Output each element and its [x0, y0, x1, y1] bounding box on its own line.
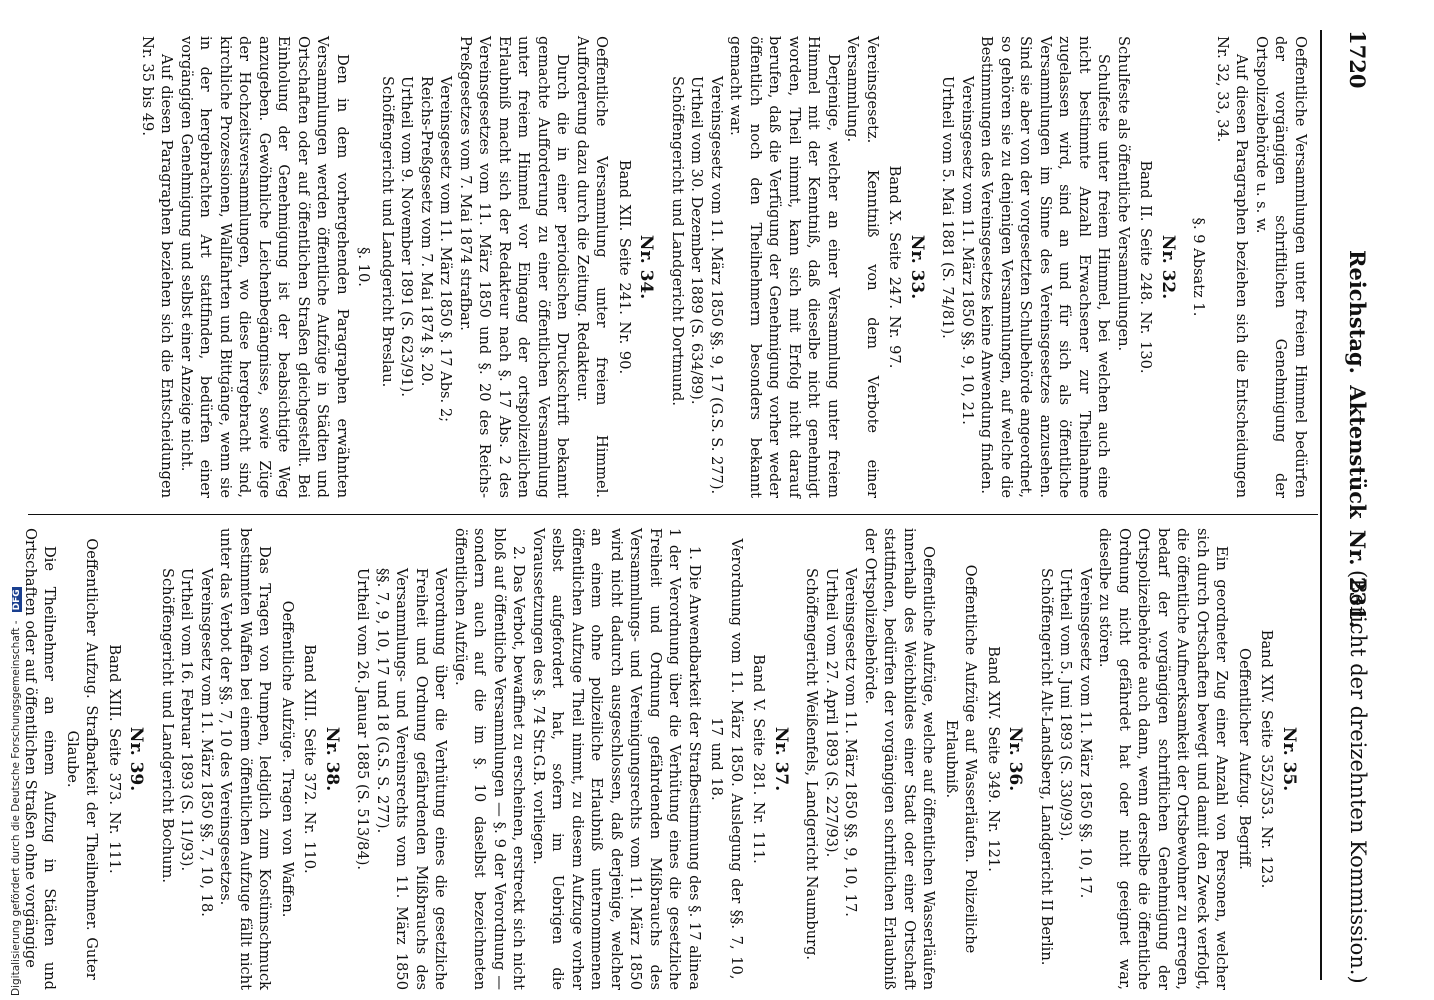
- legal-citation: Urtheil vom 27. April 1893 (S. 227/93).: [823, 568, 840, 858]
- legal-citation: Schöffengericht Weißenfels, Landgericht Naumburg.: [803, 568, 821, 961]
- body-paragraph: Auf diesen Paragraphen beziehen sich die Entscheidungen Nr. 32, 33, 34.: [1214, 36, 1251, 498]
- legal-citation: Urtheil vom 5. Juni 1893 (S. 330/93).: [1057, 568, 1075, 842]
- body-paragraph: Oeffentliche Aufzüge, welche auf öffentlichen Wasserläufen innerhalb des Weichbildes einer Stadt oder einer Ortschaft stattfinden, bedürfen der vorgängigen schriftlichen Erlaubniß der Ortspolizeibehörde.: [862, 528, 938, 990]
- legal-citation: Vereinsgesetz vom 11. März 1850 §§. 7, 10, 18.: [198, 568, 215, 917]
- body-paragraph: Das Tragen von Pumpen, lediglich zum Kostümschmuck bestimmten Waffen bei einem öffentlichen Aufzuge fällt nicht unter das Verbot der §§. 7, 10 des Vereinsgesetzes.: [217, 528, 274, 990]
- body-paragraph: Auf diesen Paragraphen beziehen sich die Entscheidungen Nr. 35 bis 49.: [139, 36, 176, 498]
- decision-subtitle: Oeffentliche Aufzüge. Tragen von Waffen.: [279, 600, 296, 918]
- body-paragraph: Derjenige, welcher an einer Versammlung unter freiem Himmel mit der Kenntniß, daß dieselbe nicht genehmigt worden, Theil nimmt, kann sich mit Erfolg nicht darauf berufen, daß die Verfügung der Genehmigung vorher weder öffentlich noch den Theilnehmern besonders bekannt gemacht war.: [727, 36, 842, 498]
- legal-citation: Vereinsgesetz vom 11. März 1850 §§. 10, 17.: [1077, 568, 1094, 899]
- page-header: [1338, 30, 1378, 984]
- decision-subtitle: Band XIII. Seite 373. Nr. 111.: [106, 644, 123, 874]
- dfg-logo-icon: DFG: [12, 589, 22, 611]
- running-subtitle: (Bericht der dreizehnten Kommission.): [1346, 570, 1370, 984]
- running-title: Reichstag. Aktenstück Nr. 231.: [1345, 250, 1370, 628]
- decision-subtitle: Band XIV. Seite 352/353. Nr. 123.: [1258, 629, 1276, 889]
- body-paragraph: Vereinsgesetz. Kenntniß von dem Verbote einer Versammlung.: [844, 36, 881, 498]
- digitization-footer: [4, 296, 20, 996]
- body-paragraph: Schulfeste als öffentliche Versammlungen.: [1115, 36, 1132, 352]
- legal-citation: Schöffengericht Alt-Landsberg, Landgericht II Berlin.: [1038, 568, 1055, 966]
- footer-text: Digitalisierung gefördert durch die Deutsche Forschungsgemeinschaft -: [10, 620, 22, 996]
- decision-number: Nr. 37.: [771, 726, 791, 792]
- body-paragraph: Oeffentliche Versammlung unter freiem Himmel. Aufforderung dazu durch die Zeitung. Redakteur.: [574, 36, 611, 498]
- decision-subtitle: Oeffentlicher Aufzug. Begriff.: [1236, 648, 1253, 870]
- decision-number: Nr. 36.: [1005, 726, 1026, 792]
- decision-subtitle: Oeffentlicher Aufzug. Strafbarkeit der Theilnehmer. Guter Glaube.: [64, 538, 101, 980]
- body-paragraph: Durch die in einer periodischen Druckschrift bekannt gemachte Aufforderung zu einer öffentlichen Versammlung unter freiem Himmel vor Eingang der ortspolizeilichen Erlaubniß macht sich der Redakteur nach §. 17 Abs. 2 des Vereinsgesetzes vom 11. März 1850 und §. 20 des Reichs-Preßgesetzes vom 7. Mai 1874 strafbar.: [457, 36, 572, 498]
- decision-subtitle: Band XII. Seite 241. Nr. 90.: [616, 159, 633, 375]
- decision-number: Nr. 39.: [126, 726, 147, 792]
- body-paragraph: Die Theilnehmer an einem Aufzug in Städten und Ortschaften oder auf öffentlichen Straßen ohne vorgängige: [22, 528, 59, 990]
- decision-subtitle: Band V. Seite 281. Nr. 111.: [750, 654, 768, 864]
- header-rule: [1320, 30, 1322, 980]
- decision-subtitle: Oeffentliche Aufzüge auf Wasserläufen. Polizeiliche Erlaubniß.: [943, 564, 980, 954]
- decision-subtitle: Band X. Seite 247. Nr. 97.: [886, 165, 904, 369]
- body-paragraph: Oeffentliche Versammlungen unter freiem Himmel bedürfen der vorgängigen schriftlichen Genehmigung der Ortspolizeibehörde u. s. w.: [1253, 36, 1309, 498]
- body-paragraph: Ein geordneter Zug einer Anzahl von Personen, welcher sich durch Ortschaften bewegt und damit den Zweck verfolgt, die öffentliche Aufmerksamkeit der Ortsbewohner zu erregen, bedarf der vorgängigen schriftlichen Genehmigung der Ortspolizeibehörde auch dann, wenn derselbe die öffentliche Ordnung nicht gefährdet hat oder nicht geeignet war, dieselbe zu stören.: [1096, 528, 1231, 990]
- legal-citation: Urtheil vom 9. November 1891 (S. 623/91).: [398, 76, 416, 397]
- legal-citation: Vereinsgesetz vom 11. März 1850 §§. 9, 17 (G.S. S. 277).: [708, 76, 725, 495]
- legal-citation: Verordnung über die Verhütung eines die gesetzliche Freiheit und Ordnung gefährdenden Mißbrauchs des Versammlungs- und Vereinsrechts vom 11. März 1850 §§. 7, 9, 10, 17 und 18 (G.S. S. 277).: [374, 568, 450, 990]
- decision-subtitle: Band XIV. Seite 349. Nr. 121.: [985, 646, 1002, 872]
- decision-subtitle: Band XIII. Seite 372. Nr. 110.: [301, 644, 319, 874]
- decision-subtitle: Band II. Seite 248. Nr. 130.: [1137, 160, 1155, 374]
- legal-citation: Vereinsgesetz vom 11. März 1850 §§. 9, 10, 21.: [959, 76, 976, 425]
- section-heading: §. 10.: [355, 247, 373, 287]
- decision-number: Nr. 38.: [322, 726, 342, 792]
- legal-citation: Vereinsgesetz vom 11. März 1850 §. 17 Abs. 2;: [437, 76, 455, 423]
- column-divider: [28, 514, 1318, 515]
- legal-citation: Urtheil vom 16. Februar 1893 (S. 11/93).: [178, 568, 196, 872]
- body-paragraph: Schulfeste unter freiem Himmel, bei welchen auch eine nicht bestimmte Anzahl Erwachsener zur Theilnahme zugelassen wird, sind an und für sich als öffentliche Versammlungen im Sinne des Vereinsgesetzes anzusehen. Sind sie aber von der vorgesetzten Schulbehörde angeordnet, so gehören sie zu denjenigen Versammlungen, auf welche die Bestimmungen des Vereinsgesetzes keine Anwendung finden.: [978, 36, 1113, 498]
- decision-number: Nr. 33.: [907, 234, 927, 300]
- legal-citation: Urtheil vom 5. Mai 1881 (S. 74/81).: [939, 76, 957, 339]
- body-paragraph: Den in dem vorhergehenden Paragraphen erwähnten Versammlungen werden öffentliche Aufzüge in Städten und Ortschaften oder auf öffentlichen Straßen gleichgestellt. Bei Einholung der Genehmigung ist der beabsichtigte Weg anzugeben. Gewöhnliche Leichenbegängnisse, sowie Züge der Hochzeitsversammlungen, wo diese hergebracht sind, kirchliche Prozessionen, Wallfahrten und Bittgänge, wenn sie in der hergebrachten Art stattfinden, bedürfen einer vorgängigen Genehmigung und selbst einer Anzeige nicht.: [178, 36, 351, 498]
- decision-number: Nr. 32.: [1158, 234, 1178, 300]
- body-paragraph: 2. Das Verbot, bewaffnet zu erscheinen, erstreckt sich nicht bloß auf öffentliche Versammlungen — §. 9 der Verordnung — sondern auch auf die im §. 10 daselbst bezeichneten öffentlichen Aufzüge.: [452, 528, 528, 990]
- legal-citation: Reichs-Preßgesetz vom 7. Mai 1874 §. 20.: [418, 76, 435, 387]
- section-heading: §. 9 Absatz 1.: [1190, 217, 1208, 317]
- legal-citation: Urtheil vom 26. Januar 1885 (S. 513/84).: [354, 568, 372, 871]
- left-column: [138, 36, 1311, 498]
- legal-citation: Schöffengericht und Landgericht Dortmund.: [669, 76, 686, 407]
- page-number: 1720: [1345, 30, 1370, 89]
- legal-citation: Urtheil vom 30. Dezember 1889 (S. 634/89).: [688, 76, 706, 405]
- decision-subtitle: Verordnung vom 11. März 1850. Auslegung der §§. 7, 10, 17 und 18.: [708, 538, 745, 980]
- legal-citation: Schöffengericht und Landgericht Bochum.: [159, 568, 176, 884]
- decision-number: Nr. 34.: [636, 234, 657, 300]
- body-paragraph: 1. Die Anwendbarkeit der Strafbestimmung des §. 17 alinea 1 der Verordnung über die Verhütung eines die gesetzliche Freiheit und Ordnung gefährdenden Mißbrauchs des Versammlungs- und Vereinigungsrechts vom 11. März 1850 wird nicht dadurch ausgeschlossen, daß derjenige, welcher an einem ohne polizeiliche Erlaubniß unternommenen öffentlichen Aufzuge Theil nimmt, zu diesem Aufzuge vorher selbst aufgefordert hat, sofern im Uebrigen die Voraussetzungen des §. 74 Str.G.B. vorliegen.: [530, 528, 703, 990]
- legal-citation: Schöffengericht und Landgericht Breslau.: [379, 76, 396, 388]
- decision-number: Nr. 35.: [1279, 726, 1299, 792]
- legal-citation: Vereinsgesetz vom 11. März 1850 §§. 9, 10, 17.: [842, 568, 860, 917]
- right-column: [21, 528, 1311, 990]
